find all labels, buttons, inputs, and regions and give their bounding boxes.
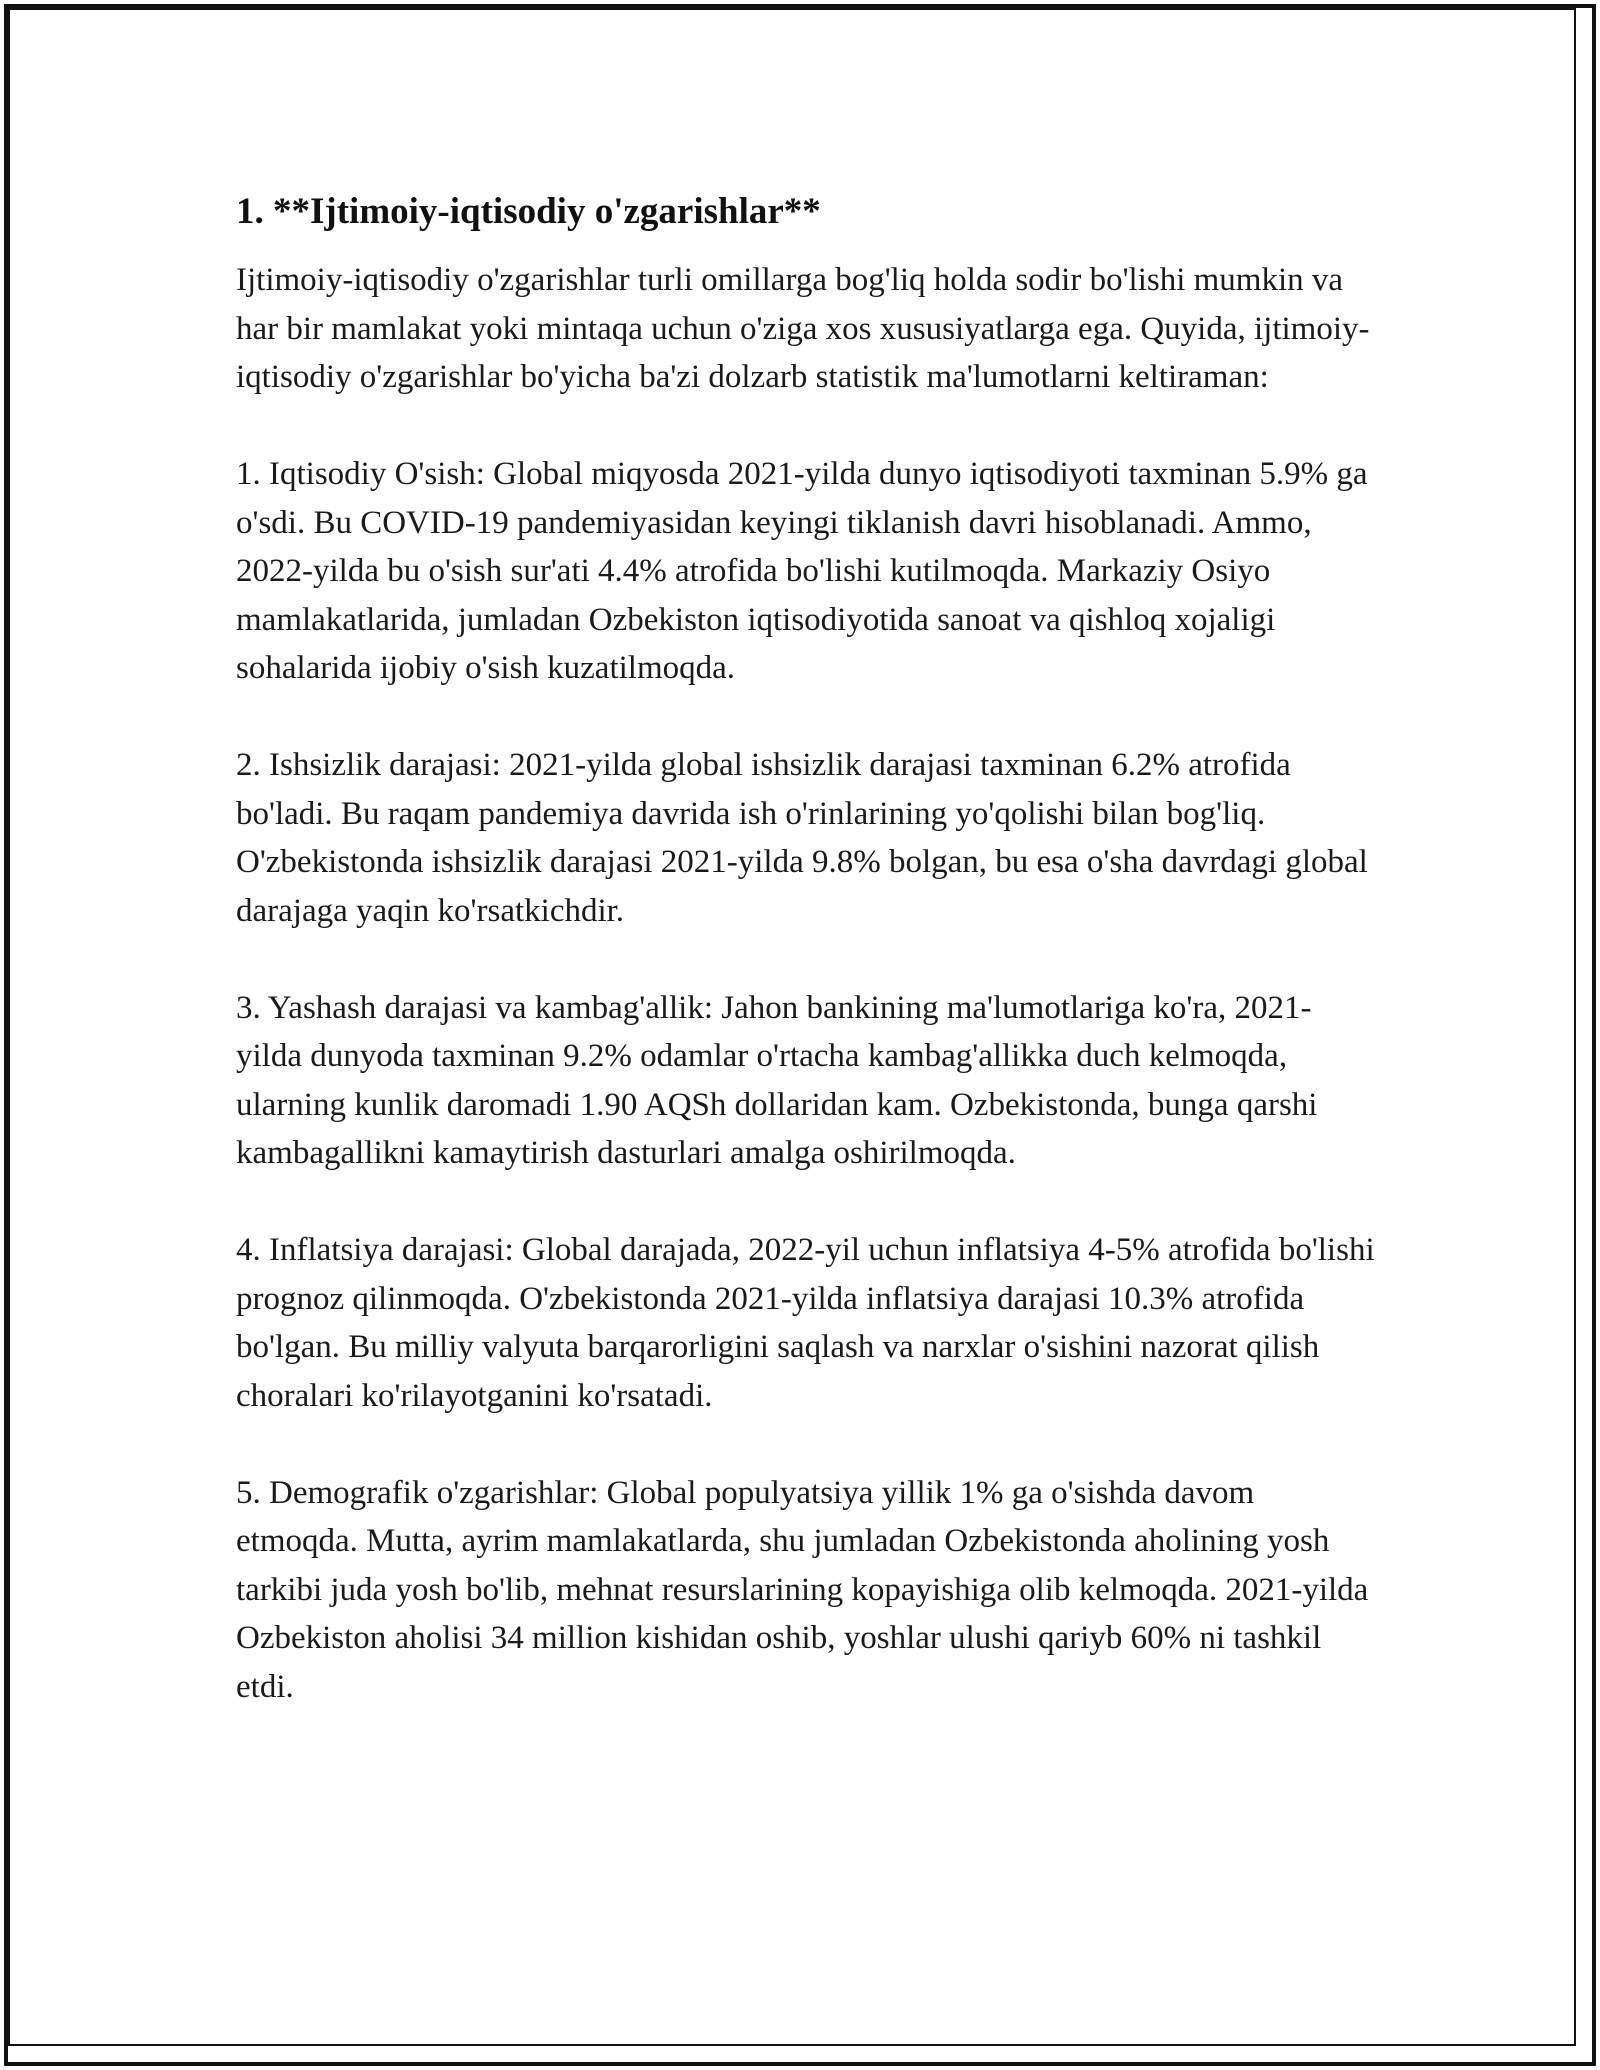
paragraph-inflation: 4. Inflatsiya darajasi: Global darajada, 2022-yil uchun inflatsiya 4-5% atrofida bo'lishi prognoz qilinmoqda. O'zbekistonda 2021-yilda inflatsiya darajasi 10.3% atrofida bo'lgan. Bu milliy valyuta barqarorligini saqlash va narxlar o'sishini nazorat qilish choralari ko'rilayotganini ko'rsatadi. [236,1232,1375,1414]
section-heading: 1. **Ijtimoiy-iqtisodiy o'zgarishlar** [236,191,821,232]
paragraph-unemployment: 2. Ishsizlik darajasi: 2021-yilda global ishsizlik darajasi taxminan 6.2% atrofida bo'ladi. Bu raqam pandemiya davrida ish o'rinlarining yo'qolishi bilan bog'liq. O'zbekistonda ishsizlik darajasi 2021-yilda 9.8% bolgan, bu esa o'sha davrdagi global darajaga yaqin ko'rsatkichdir. [236,747,1368,929]
paragraph-demographics: 5. Demografik o'zgarishlar: Global populyatsiya yillik 1% ga o'sishda davom etmoqda. Mutta, ayrim mamlakatlarda, shu jumladan Ozbekistonda aholining yosh tarkibi juda yosh bo'lib, mehnat resurslarining kopayishiga olib kelmoqda. 2021-yilda Ozbekiston aholisi 34 million kishidan oshib, yoshlar ulushi qariyb 60% ni tashkil etdi. [236,1474,1369,1705]
intro-paragraph: Ijtimoiy-iqtisodiy o'zgarishlar turli omillarga bog'liq holda sodir bo'lishi mumkin va har bir mamlakat yoki mintaqa uchun o'ziga xos xususiyatlarga ega. Quyida, ijtimoiy-iqtisodiy o'zgarishlar bo'yicha ba'zi dolzarb statistik ma'lumotlarni keltiraman: [236,262,1370,395]
paragraph-poverty: 3. Yashash darajasi va kambag'allik: Jahon bankining ma'lumotlariga ko'ra, 2021-yilda dunyoda taxminan 9.2% odamlar o'rtacha kambag'allikka duch kelmoqda, ularning kunlik daromadi 1.90 AQSh dollaridan kam. Ozbekistonda, bunga qarshi kambagallikni kamaytirish dasturlari amalga oshirilmoqda. [236,989,1318,1171]
paragraph-economic-growth: 1. Iqtisodiy O'sish: Global miqyosda 2021-yilda dunyo iqtisodiyoti taxminan 5.9% ga o'sdi. Bu COVID-19 pandemiyasidan keyingi tiklanish davri hisoblanadi. Ammo, 2022-yilda bu o'sish sur'ati 4.4% atrofida bo'lishi kutilmoqda. Markaziy Osiyo mamlakatlarida, jumladan Ozbekiston iqtisodiyotida sanoat va qishloq xojaligi sohalarida ijobiy o'sish kuzatilmoqda. [236,456,1368,686]
document-body [236,188,1376,1711]
